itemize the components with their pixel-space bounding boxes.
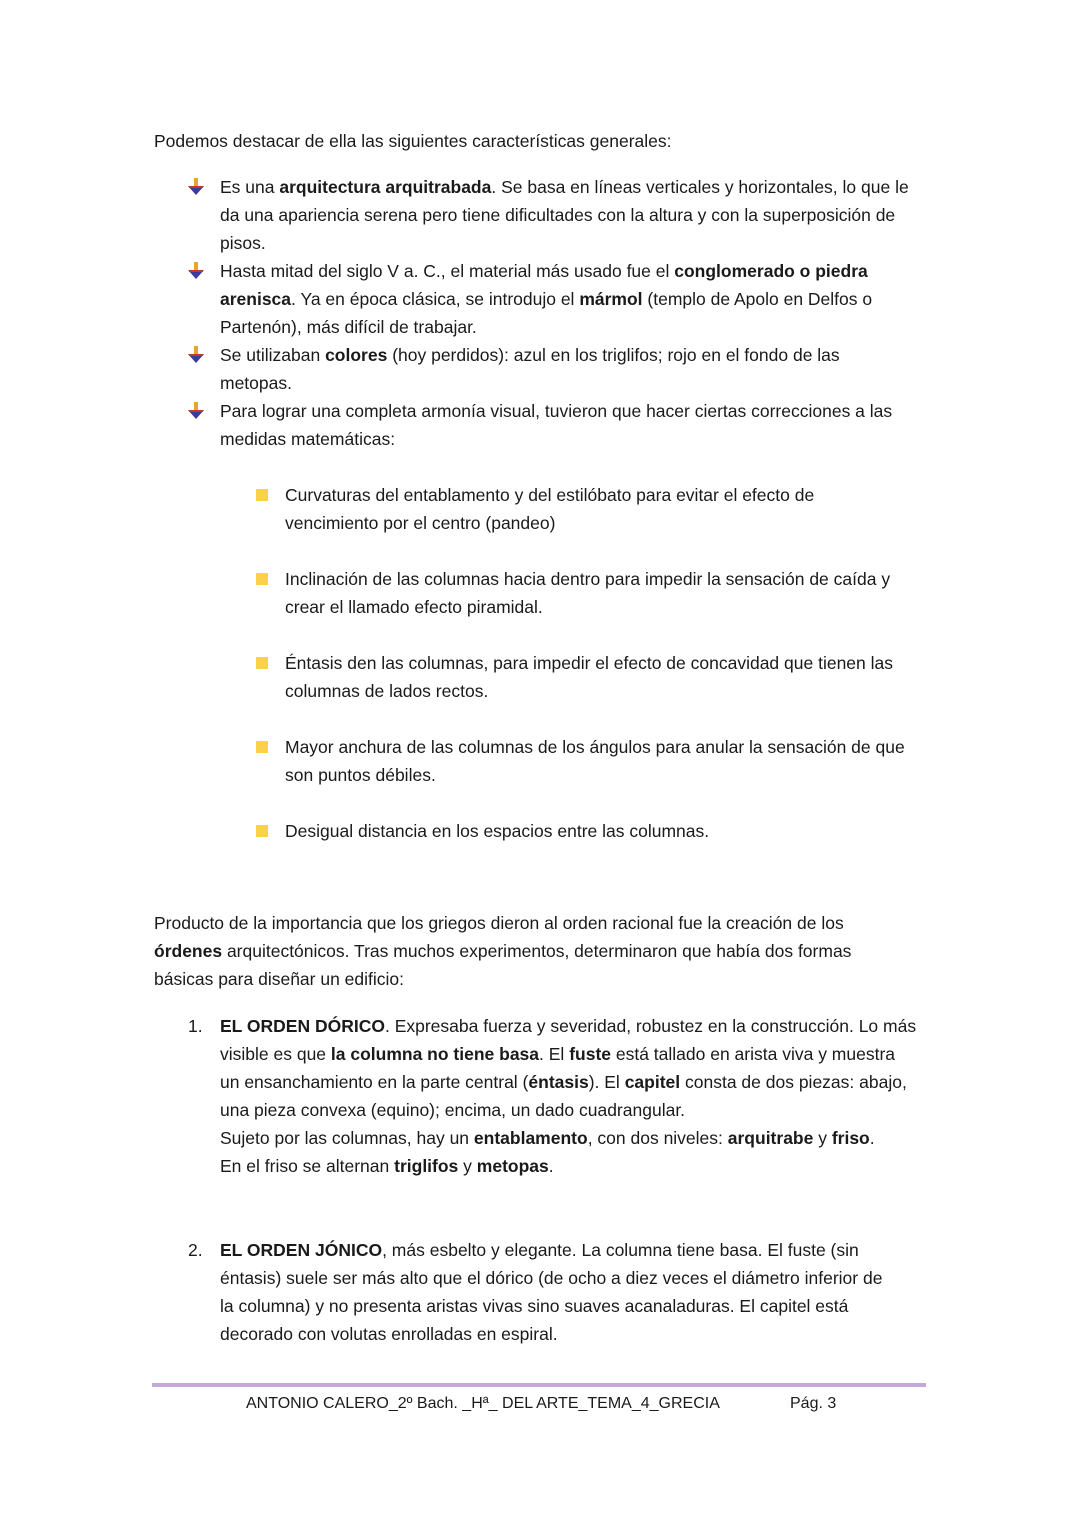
- sub-bullet-line: [285, 481, 814, 509]
- order-line: [220, 1292, 848, 1320]
- text-span: pisos.: [220, 233, 266, 253]
- order-line: [220, 1068, 907, 1096]
- bullet-line: [220, 229, 266, 257]
- order-line: [220, 1236, 859, 1264]
- text-span: metopas.: [220, 373, 292, 393]
- text-span: Desigual distancia en los espacios entre las columnas.: [285, 821, 710, 841]
- bold-text: EL ORDEN DÓRICO: [220, 1016, 385, 1036]
- bullet-line: [220, 397, 892, 425]
- text-span: está tallado en arista viva y muestra: [611, 1044, 896, 1064]
- sub-bullet-line: [285, 565, 890, 593]
- text-span: arquitectónicos. Tras muchos experimentos, determinaron que había dos formas: [222, 941, 852, 961]
- paragraph-line: [154, 965, 404, 993]
- bold-text: EL ORDEN JÓNICO: [220, 1240, 383, 1260]
- bullet-line: [220, 313, 477, 341]
- list-number: 2.: [188, 1240, 203, 1260]
- square-bullet-icon: [256, 657, 268, 669]
- text-span: . Ya en época clásica, se introdujo el: [291, 289, 580, 309]
- sub-bullet-line: [285, 649, 893, 677]
- sub-bullet-line: [285, 817, 709, 845]
- text-span: Inclinación de las columnas hacia dentro para impedir la sensación de caída y: [285, 569, 891, 589]
- bold-text: capitel: [624, 1072, 681, 1092]
- order-line: [220, 1320, 558, 1348]
- arrow-bullet-icon: [186, 345, 206, 365]
- text-span: visible es que: [220, 1044, 331, 1064]
- bullet-line: [220, 341, 840, 369]
- text-span: Hasta mitad del siglo V a. C., el material más usado fue el: [220, 261, 675, 281]
- bullet-line: [220, 257, 868, 285]
- text-span: . El: [539, 1044, 570, 1064]
- text-span: Para lograr una completa armonía visual, tuvieron que hacer ciertas correcciones a las: [220, 401, 893, 421]
- page-number: Pág. 3: [790, 1395, 837, 1412]
- bullet-line: [220, 369, 292, 397]
- text-span: (hoy perdidos): azul en los triglifos; rojo en el fondo de las: [387, 345, 840, 365]
- text-span: la columna) y no presenta aristas vivas sino suaves acanaladuras. El capitel está: [220, 1296, 849, 1316]
- sub-bullet-line: [285, 761, 436, 789]
- text-span: Curvaturas del entablamento y del estilóbato para evitar el efecto de: [285, 485, 815, 505]
- text-span: da una apariencia serena pero tiene dificultades con la altura y con la superposición de: [220, 205, 896, 225]
- bold-text: colores: [325, 345, 388, 365]
- text-span: , más esbelto y elegante. La columna tiene basa. El fuste (sin: [382, 1240, 859, 1260]
- bold-text: triglifos: [394, 1156, 459, 1176]
- bullet-line: [220, 425, 395, 453]
- text-span: básicas para diseñar un edificio:: [154, 969, 405, 989]
- arrow-bullet-icon: [186, 401, 206, 421]
- text-span: vencimiento por el centro (pandeo): [285, 513, 556, 533]
- bold-text: mármol: [579, 289, 643, 309]
- text-span: Mayor anchura de las columnas de los ángulos para anular la sensación de que: [285, 737, 905, 757]
- sub-bullet-line: [285, 733, 905, 761]
- order-line: [220, 1124, 875, 1152]
- paragraph-line: [154, 909, 844, 937]
- list-number: 1.: [188, 1016, 203, 1036]
- paragraph-line: [154, 937, 851, 965]
- arrow-bullet-icon: [186, 177, 206, 197]
- text-span: . Se basa en líneas verticales y horizontales, lo que le: [491, 177, 909, 197]
- order-line: [220, 1012, 916, 1040]
- square-bullet-icon: [256, 573, 268, 585]
- order-line: [220, 1040, 895, 1068]
- bold-text: arquitrabe: [727, 1128, 814, 1148]
- footer-rule: [152, 1383, 926, 1387]
- intro-text: Podemos destacar de ella las siguientes características generales:: [154, 131, 672, 151]
- text-span: medidas matemáticas:: [220, 429, 396, 449]
- text-span: ). El: [588, 1072, 625, 1092]
- text-span: y: [458, 1156, 477, 1176]
- bold-text: entablamento: [473, 1128, 588, 1148]
- text-span: crear el llamado efecto piramidal.: [285, 597, 543, 617]
- bullet-line: [220, 173, 909, 201]
- text-span: Sujeto por las columnas, hay un: [220, 1128, 474, 1148]
- bold-text: arquitectura arquitrabada: [279, 177, 492, 197]
- text-span: decorado con volutas enrolladas en espiral.: [220, 1324, 558, 1344]
- bullet-line: [220, 201, 895, 229]
- bold-text: conglomerado o piedra: [674, 261, 868, 281]
- sub-bullet-line: [285, 677, 488, 705]
- arrow-bullet-icon: [186, 261, 206, 281]
- bold-text: éntasis: [528, 1072, 589, 1092]
- text-span: son puntos débiles.: [285, 765, 436, 785]
- text-span: una pieza convexa (equino); encima, un dado cuadrangular.: [220, 1100, 686, 1120]
- text-span: (templo de Apolo en Delfos o: [642, 289, 873, 309]
- bold-text: la columna no tiene basa: [330, 1044, 540, 1064]
- bullet-line: [220, 285, 872, 313]
- footer-text: ANTONIO CALERO_2º Bach. _Hª_ DEL ARTE_TEMA_4_GRECIA: [246, 1395, 720, 1412]
- square-bullet-icon: [256, 489, 268, 501]
- order-line: [220, 1152, 554, 1180]
- sub-bullet-line: [285, 509, 555, 537]
- text-span: En el friso se alternan: [220, 1156, 395, 1176]
- bold-text: metopas: [476, 1156, 549, 1176]
- text-span: . Expresaba fuerza y severidad, robustez en la construcción. Lo más: [384, 1016, 917, 1036]
- text-span: Producto de la importancia que los griegos dieron al orden racional fue la creación de los: [154, 913, 844, 933]
- bold-text: fuste: [569, 1044, 611, 1064]
- text-span: .: [548, 1156, 554, 1176]
- text-span: Se utilizaban: [220, 345, 326, 365]
- text-span: éntasis) suele ser más alto que el dórico (de ocho a diez veces el diámetro inferior de: [220, 1268, 883, 1288]
- text-span: Es una: [220, 177, 280, 197]
- text-span: Éntasis den las columnas, para impedir el efecto de concavidad que tienen las: [285, 653, 894, 673]
- square-bullet-icon: [256, 741, 268, 753]
- text-span: Partenón), más difícil de trabajar.: [220, 317, 477, 337]
- text-span: un ensanchamiento en la parte central (: [220, 1072, 529, 1092]
- bold-text: arenisca: [220, 289, 292, 309]
- text-span: consta de dos piezas: abajo,: [680, 1072, 907, 1092]
- text-span: columnas de lados rectos.: [285, 681, 489, 701]
- text-span: , con dos niveles:: [587, 1128, 728, 1148]
- text-span: .: [869, 1128, 875, 1148]
- bold-text: friso: [831, 1128, 870, 1148]
- sub-bullet-line: [285, 593, 543, 621]
- bold-text: órdenes: [154, 941, 223, 961]
- square-bullet-icon: [256, 825, 268, 837]
- order-line: [220, 1264, 882, 1292]
- order-line: [220, 1096, 685, 1124]
- text-span: y: [813, 1128, 832, 1148]
